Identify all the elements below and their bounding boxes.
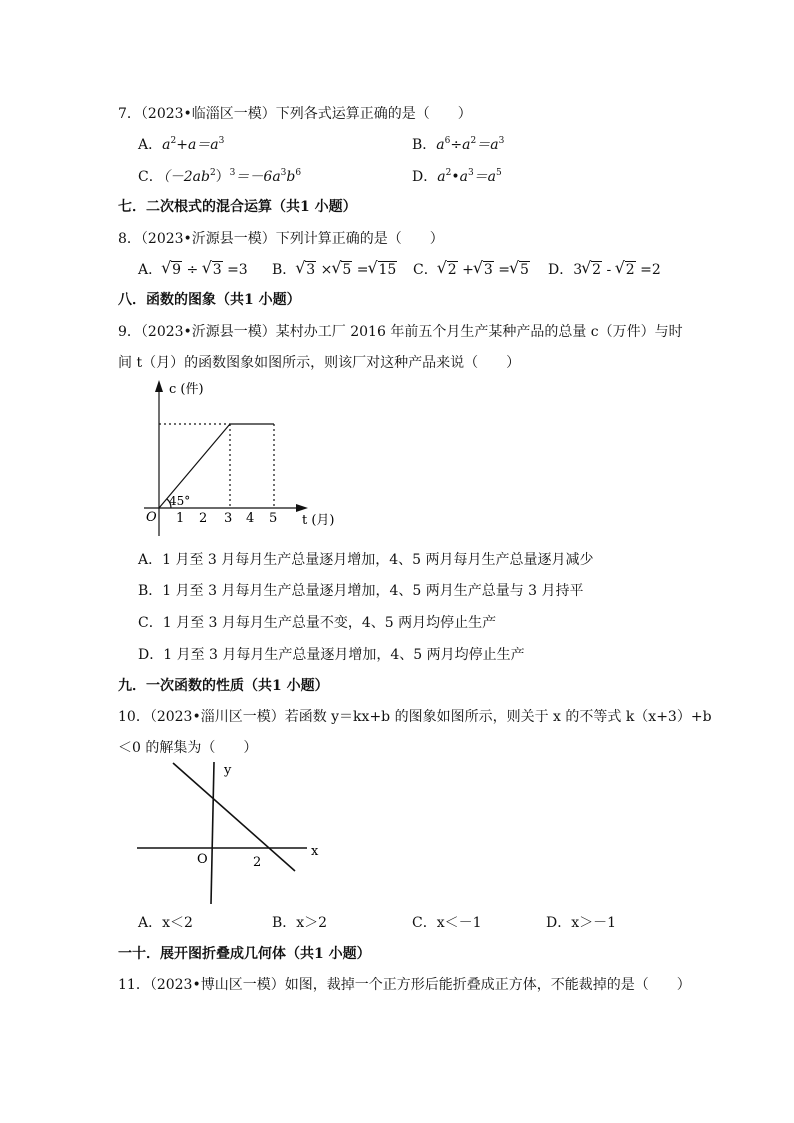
q9-option-d: D．1 月至 3 月每月生产总量逐月增加，4、5 两月均停止生产 [138,647,525,663]
q9-tick-1: 1 [176,511,185,526]
q10-tick-2: 2 [253,855,262,870]
q9-tick-4: 4 [246,511,255,526]
q9-tick-3: 3 [224,511,233,526]
q10-function-line [173,763,295,871]
section-heading-7: 七．二次根式的混合运算（共1 小题） [118,199,357,215]
q9-x-label: t (月) [302,513,335,528]
q10-y-axis [211,762,214,904]
q10-option-a: A．x＜2 [138,915,193,931]
q9-origin-label: O [146,510,157,525]
q9-angle-label: 45° [169,494,191,508]
q9-y-label: c (件) [169,382,204,397]
q9-y-arrowhead [155,380,163,392]
q10-function-graph [135,758,335,908]
q9-function-graph [138,378,338,543]
q7-option-c: C．$(-2ab^2)^3=-6a^3b^6$ [138,168,302,185]
q8-option-b: B．√ 3 ×√ 5 =√ 15 [272,260,397,280]
q9-option-b: B．1 月至 3 月每月生产总量逐月增加，4、5 两月生产总量与 3 月持平 [138,583,584,599]
q10-stem-line2: ＜0 的解集为（ ） [118,740,258,756]
q9-x-arrowhead [296,504,308,512]
q7-option-a: A．$a^2+a=a^3$ [138,136,225,153]
q8-stem: 8．（2023•沂源县一模）下列计算正确的是（ ） [118,231,444,247]
q7-option-b: B．$a^6\div a^2=a^3$ [412,136,505,153]
q7-stem: 7．（2023•临淄区一模）下列各式运算正确的是（ ） [118,106,472,122]
q8-option-d: D．3√ 2 - √ 2 =2 [548,260,661,280]
q9-stem-line2: 间 t（月）的函数图象如图所示，则该厂对这种产品来说（ ） [118,355,521,371]
q8-option-c: C．√ 2 +√ 3 =√ 5 [413,260,530,280]
q9-option-c: C．1 月至 3 月每月生产总量不变，4、5 两月均停止生产 [138,615,497,631]
q7-option-d: D．$a^2•a^3=a^5$ [412,168,502,185]
q9-option-a: A．1 月至 3 月每月生产总量逐月增加，4、5 两月每月生产总量逐月减少 [138,552,594,568]
q8-option-a: A．√ 9 ÷ √ 3 =3 [138,260,248,280]
q9-stem-line1: 9．（2023•沂源县一模）某村办工厂 2016 年前五个月生产某种产品的总量 c（万件）与时 [118,324,683,340]
q9-tick-2: 2 [199,511,208,526]
q10-option-d: D．x＞－1 [546,915,617,931]
q10-origin-label: O [197,852,208,867]
q11-stem: 11．（2023•博山区一模）如图，裁掉一个正方形后能折叠成正方体，不能裁掉的是（ ） [118,977,691,993]
q9-tick-5: 5 [269,511,278,526]
q10-x-label: x [311,844,319,859]
q10-option-c: C．x＜－1 [412,915,482,931]
section-heading-9: 九．一次函数的性质（共1 小题） [118,678,329,694]
q10-option-b: B．x＞2 [272,915,328,931]
q10-stem-line1: 10．（2023•淄川区一模）若函数 y＝kx+b 的图象如图所示，则关于 x 的不等式 k（x+3）+b [118,709,712,725]
q10-y-label: y [224,763,232,778]
section-heading-10: 一十．展开图折叠成几何体（共1 小题） [118,946,371,962]
section-heading-8: 八．函数的图象（共1 小题） [118,292,301,308]
